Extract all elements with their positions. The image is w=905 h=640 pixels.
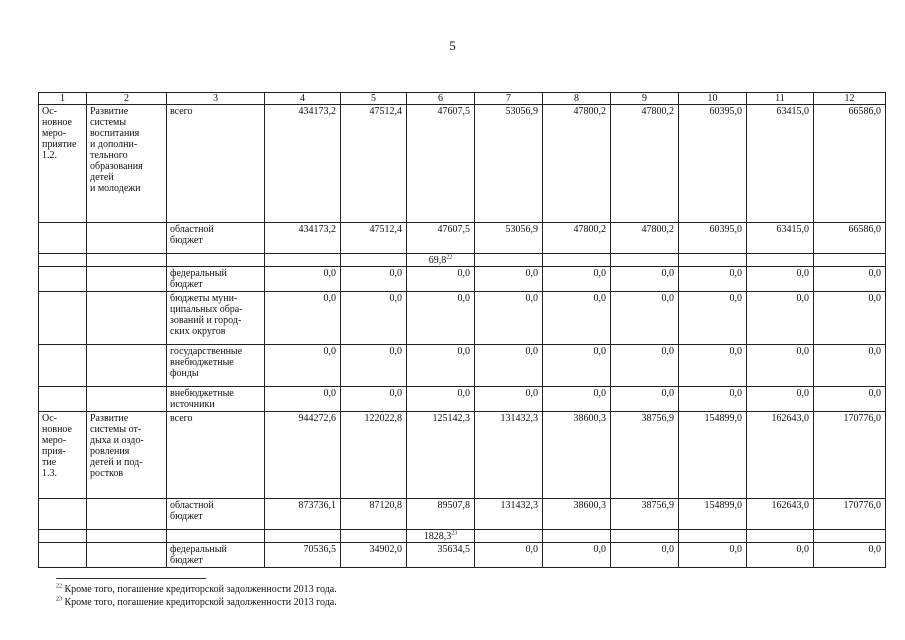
funding-source-cell: государственные внебюджетные фонды	[167, 345, 265, 387]
value-cell: 47607,5	[407, 223, 475, 254]
value-cell: 47607,5	[407, 105, 475, 223]
activity-number-cell	[39, 345, 87, 387]
value-cell: 0,0	[679, 267, 747, 292]
column-number: 12	[814, 93, 886, 105]
table-row	[39, 345, 886, 387]
footnote-22	[56, 584, 337, 596]
column-number: 7	[475, 93, 543, 105]
empty-cell	[39, 254, 87, 267]
value-cell: 0,0	[341, 387, 407, 412]
empty-cell	[543, 530, 611, 543]
activity-name-cell	[87, 292, 167, 345]
value-cell: 60395,0	[679, 105, 747, 223]
value-cell: 0,0	[341, 267, 407, 292]
value-cell: 131432,3	[475, 499, 543, 530]
value-cell: 0,0	[341, 292, 407, 345]
value-cell: 47800,2	[611, 105, 679, 223]
value-cell: 162643,0	[747, 499, 814, 530]
value-cell: 0,0	[747, 387, 814, 412]
funding-source-cell: федеральный бюджет	[167, 543, 265, 568]
budget-table	[38, 92, 886, 568]
empty-cell	[87, 254, 167, 267]
empty-cell	[341, 530, 407, 543]
column-number: 1	[39, 93, 87, 105]
empty-cell	[611, 530, 679, 543]
funding-source-cell: бюджеты муни- ципальных обра- зований и город- ских округов	[167, 292, 265, 345]
table-row	[39, 267, 886, 292]
value-cell: 0,0	[543, 267, 611, 292]
value-cell: 0,0	[814, 292, 886, 345]
value-cell: 0,0	[543, 345, 611, 387]
table-row	[39, 223, 886, 254]
value-cell: 0,0	[543, 292, 611, 345]
empty-cell	[611, 254, 679, 267]
table-row	[39, 292, 886, 345]
note-mark: 23	[451, 530, 458, 537]
activity-name-cell: Развитие системы от- дыха и оздо- ровления детей и под- ростков	[87, 412, 167, 499]
empty-cell	[475, 254, 543, 267]
table-row	[39, 499, 886, 530]
empty-cell	[167, 254, 265, 267]
value-cell: 0,0	[611, 387, 679, 412]
value-cell: 122022,8	[341, 412, 407, 499]
footnote-mark: 23	[56, 596, 62, 603]
funding-source-cell: всего	[167, 412, 265, 499]
activity-name-cell	[87, 543, 167, 568]
activity-name-cell	[87, 499, 167, 530]
value-cell: 131432,3	[475, 412, 543, 499]
value-cell: 0,0	[475, 345, 543, 387]
value-cell: 0,0	[265, 267, 341, 292]
empty-cell	[747, 530, 814, 543]
value-cell: 0,0	[747, 292, 814, 345]
value-cell: 47512,4	[341, 223, 407, 254]
value-cell: 0,0	[814, 387, 886, 412]
activity-name-cell	[87, 267, 167, 292]
value-cell: 944272,6	[265, 412, 341, 499]
value-cell: 63415,0	[747, 223, 814, 254]
value-cell: 60395,0	[679, 223, 747, 254]
value-cell: 434173,2	[265, 105, 341, 223]
value-cell: 0,0	[611, 267, 679, 292]
empty-cell	[341, 254, 407, 267]
value-cell: 63415,0	[747, 105, 814, 223]
activity-number-cell	[39, 292, 87, 345]
value-cell: 0,0	[265, 292, 341, 345]
activity-number-cell	[39, 543, 87, 568]
empty-cell	[265, 530, 341, 543]
activity-number-cell	[39, 267, 87, 292]
value-cell: 434173,2	[265, 223, 341, 254]
value-cell: 0,0	[407, 345, 475, 387]
value-cell: 0,0	[407, 292, 475, 345]
footnote-ref-row	[39, 530, 886, 543]
empty-cell	[39, 530, 87, 543]
empty-cell	[747, 254, 814, 267]
funding-source-cell: всего	[167, 105, 265, 223]
activity-name-cell	[87, 387, 167, 412]
activity-name-cell: Развитие системы воспитания и дополни- тельного образования детей и молодежи	[87, 105, 167, 223]
value-cell: 0,0	[747, 267, 814, 292]
value-cell: 0,0	[679, 543, 747, 568]
value-cell: 0,0	[814, 267, 886, 292]
funding-source-cell: внебюджетные источники	[167, 387, 265, 412]
activity-number-cell	[39, 223, 87, 254]
value-cell: 0,0	[475, 543, 543, 568]
value-cell: 162643,0	[747, 412, 814, 499]
empty-cell	[679, 530, 747, 543]
value-cell: 0,0	[475, 267, 543, 292]
funding-source-cell: федеральный бюджет	[167, 267, 265, 292]
empty-cell	[679, 254, 747, 267]
value-cell: 125142,3	[407, 412, 475, 499]
value-cell: 38600,3	[543, 412, 611, 499]
value-cell: 38600,3	[543, 499, 611, 530]
note-mark: 22	[446, 254, 453, 261]
column-number: 5	[341, 93, 407, 105]
footnote-ref-row	[39, 254, 886, 267]
value-cell: 154899,0	[679, 412, 747, 499]
value-cell: 53056,9	[475, 223, 543, 254]
footnote-rule	[56, 578, 206, 579]
value-cell: 170776,0	[814, 499, 886, 530]
activity-name-cell	[87, 223, 167, 254]
table-row	[39, 105, 886, 223]
value-cell: 38756,9	[611, 412, 679, 499]
value-cell: 66586,0	[814, 223, 886, 254]
value-cell: 38756,9	[611, 499, 679, 530]
value-cell: 154899,0	[679, 499, 747, 530]
activity-number-cell: Ос- новное меро- приятие 1.2.	[39, 105, 87, 223]
empty-cell	[475, 530, 543, 543]
empty-cell	[265, 254, 341, 267]
page-number: 5	[449, 38, 456, 53]
footnote-text: Кроме того, погашение кредиторской задолженности 2013 года.	[64, 584, 337, 595]
value-cell: 89507,8	[407, 499, 475, 530]
value-cell: 47800,2	[543, 223, 611, 254]
footnote-text: Кроме того, погашение кредиторской задолженности 2013 года.	[64, 597, 337, 608]
activity-number-cell	[39, 387, 87, 412]
funding-source-cell: областной бюджет	[167, 223, 265, 254]
activity-number-cell	[39, 499, 87, 530]
table-row	[39, 543, 886, 568]
value-cell: 0,0	[611, 345, 679, 387]
empty-cell	[87, 530, 167, 543]
value-cell: 66586,0	[814, 105, 886, 223]
column-number: 3	[167, 93, 265, 105]
value-cell: 0,0	[747, 345, 814, 387]
value-cell: 0,0	[407, 387, 475, 412]
value-cell: 47512,4	[341, 105, 407, 223]
note-value: 69,8	[428, 255, 447, 266]
column-number: 6	[407, 93, 475, 105]
value-cell: 0,0	[679, 292, 747, 345]
header-row	[39, 93, 886, 105]
value-cell: 47800,2	[611, 223, 679, 254]
empty-cell	[543, 254, 611, 267]
value-cell: 70536,5	[265, 543, 341, 568]
value-cell: 0,0	[265, 387, 341, 412]
activity-number-cell: Ос- новное меро- прия- тие 1.3.	[39, 412, 87, 499]
value-cell: 0,0	[679, 387, 747, 412]
empty-cell	[167, 530, 265, 543]
column-number: 2	[87, 93, 167, 105]
empty-cell	[814, 530, 886, 543]
value-cell: 0,0	[407, 267, 475, 292]
value-cell: 0,0	[611, 543, 679, 568]
value-cell: 0,0	[543, 543, 611, 568]
value-cell: 0,0	[475, 387, 543, 412]
column-number: 4	[265, 93, 341, 105]
column-number: 9	[611, 93, 679, 105]
value-cell: 35634,5	[407, 543, 475, 568]
value-cell: 34902,0	[341, 543, 407, 568]
empty-cell	[814, 254, 886, 267]
value-cell: 0,0	[265, 345, 341, 387]
activity-name-cell	[87, 345, 167, 387]
table-row	[39, 412, 886, 499]
value-cell: 0,0	[814, 543, 886, 568]
value-cell: 0,0	[814, 345, 886, 387]
funding-source-cell: областной бюджет	[167, 499, 265, 530]
value-cell: 0,0	[679, 345, 747, 387]
note-cell	[407, 530, 475, 543]
value-cell: 47800,2	[543, 105, 611, 223]
note-value: 1828,3	[423, 531, 452, 542]
footnote-mark: 22	[56, 583, 62, 590]
value-cell: 170776,0	[814, 412, 886, 499]
footnote-23	[56, 597, 337, 609]
value-cell: 0,0	[747, 543, 814, 568]
value-cell: 0,0	[475, 292, 543, 345]
value-cell: 53056,9	[475, 105, 543, 223]
value-cell: 873736,1	[265, 499, 341, 530]
value-cell: 0,0	[341, 345, 407, 387]
value-cell: 87120,8	[341, 499, 407, 530]
value-cell: 0,0	[611, 292, 679, 345]
column-number: 10	[679, 93, 747, 105]
value-cell: 0,0	[543, 387, 611, 412]
table-row	[39, 387, 886, 412]
note-cell	[407, 254, 475, 267]
column-number: 8	[543, 93, 611, 105]
column-number: 11	[747, 93, 814, 105]
